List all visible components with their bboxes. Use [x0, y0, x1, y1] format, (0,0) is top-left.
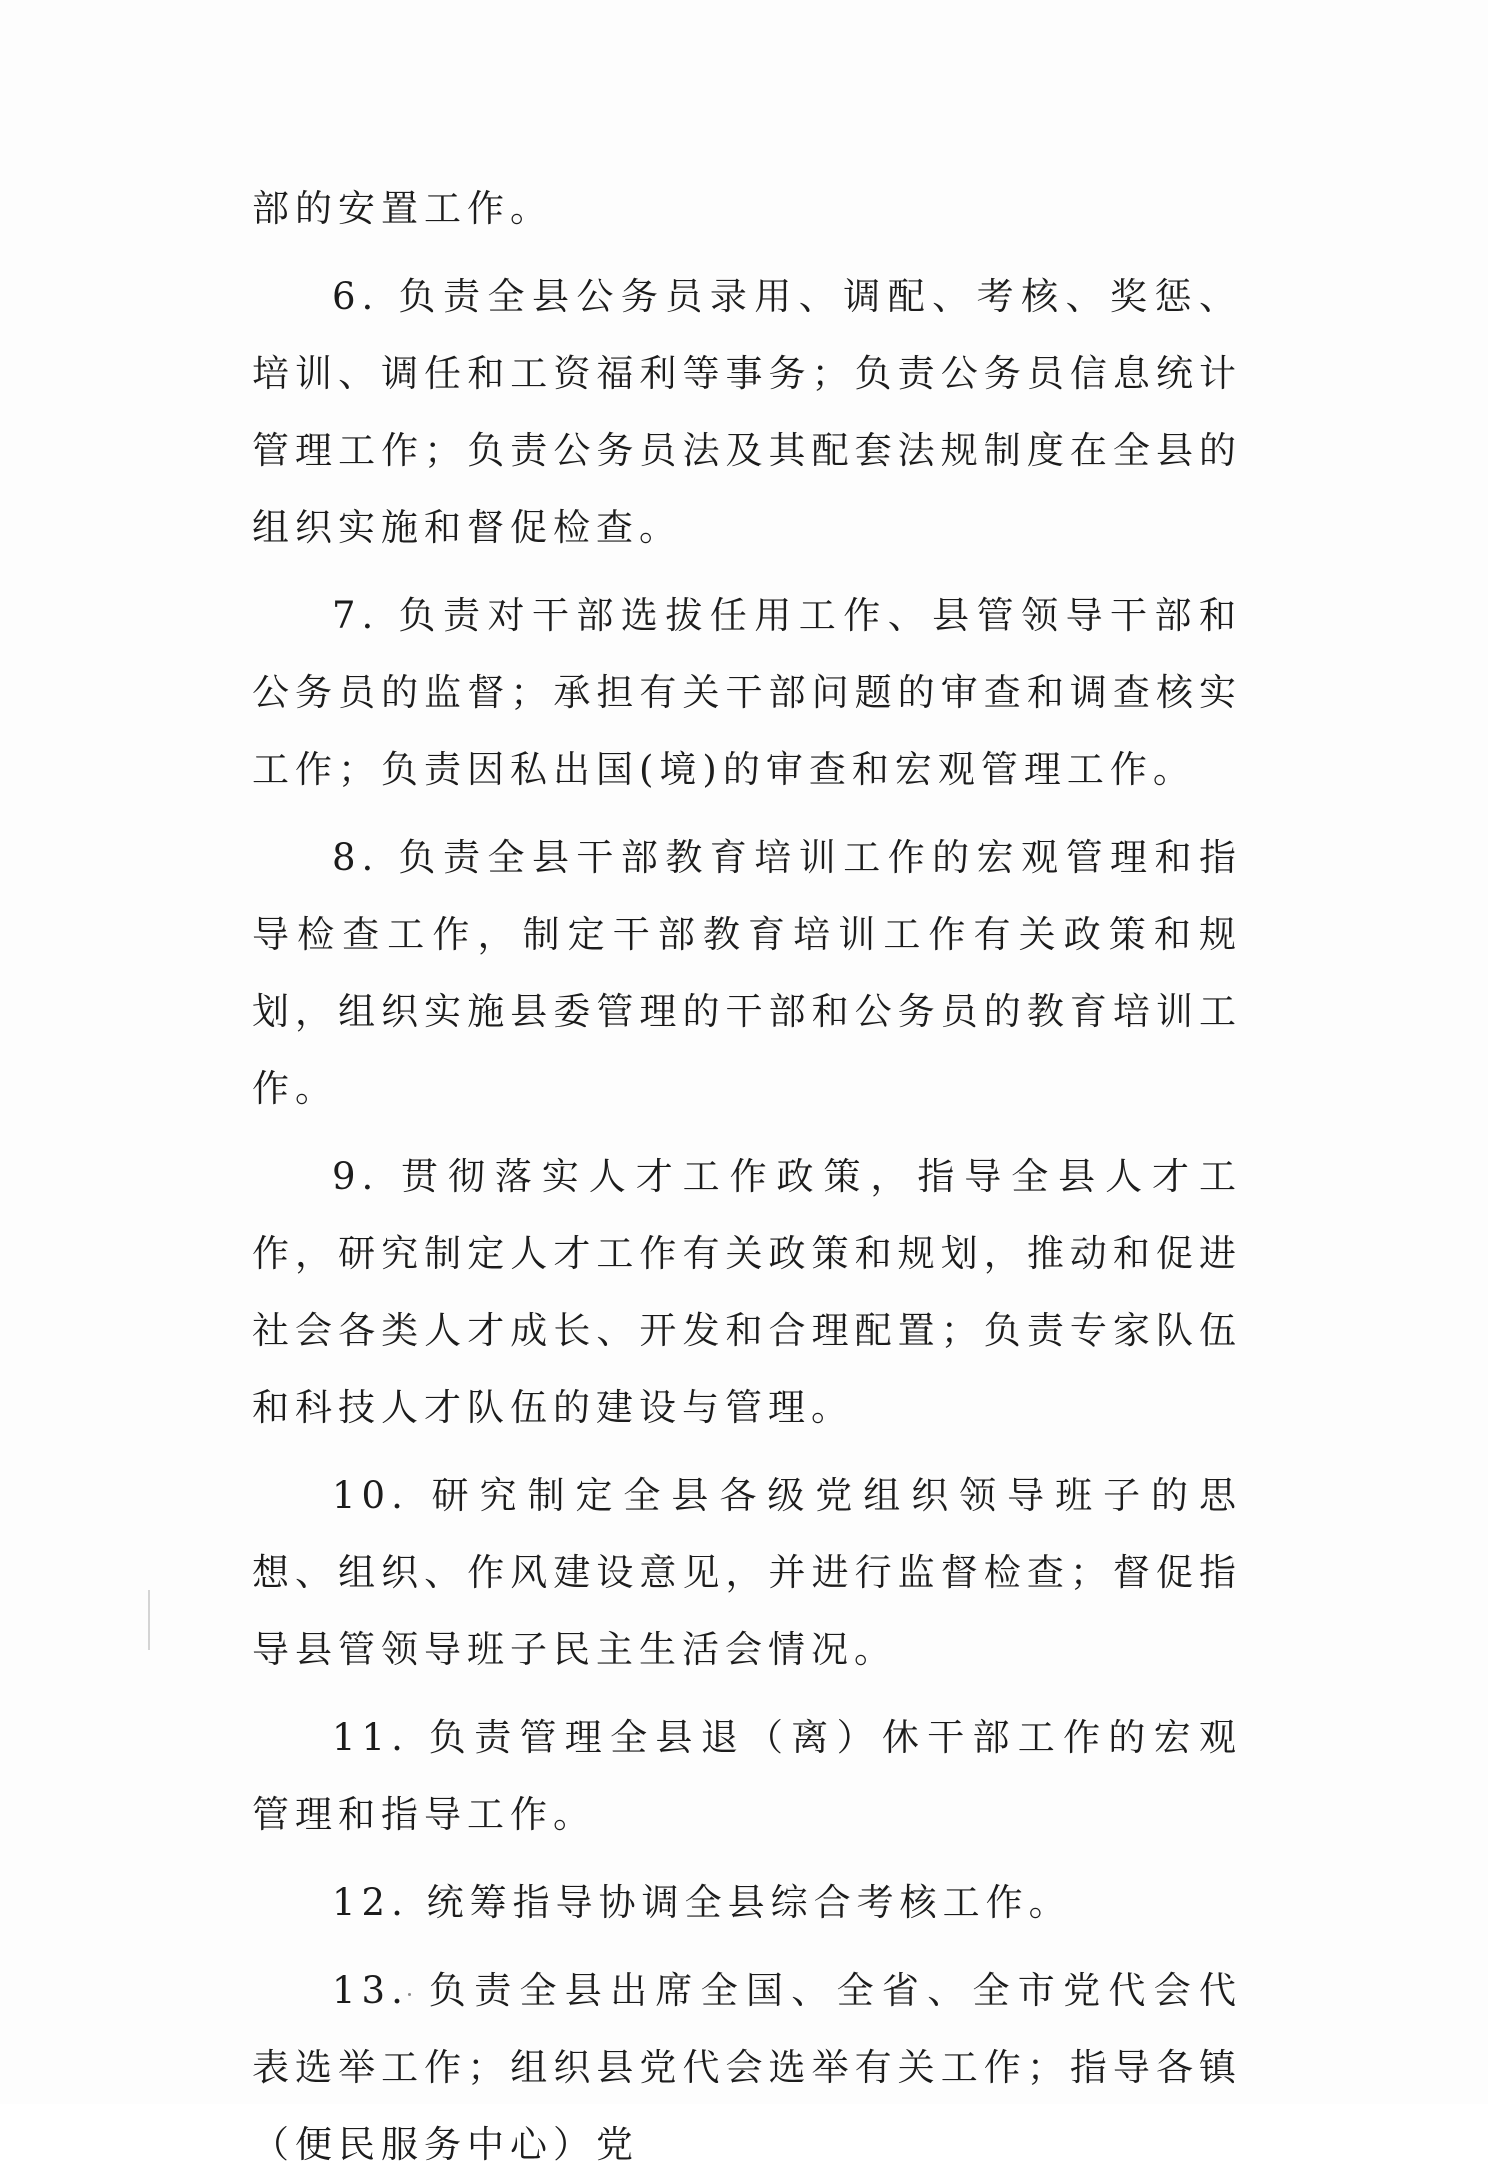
paragraph-item-12: 12. 统筹指导协调全县综合考核工作。	[332, 1881, 1072, 1924]
document-body	[252, 170, 1242, 2183]
scan-edge-mark	[148, 1590, 150, 1650]
paragraph-item-7: 7. 负责对干部选拔任用工作、县管领导干部和公务员的监督；承担有关干部问题的审查和调查核实工作；负责因私出国(境)的审查和宏观管理工作。	[252, 594, 1242, 791]
paragraph-item-8: 8. 负责全县干部教育培训工作的宏观管理和指导检查工作，制定干部教育培训工作有关政策和规划，组织实施县委管理的干部和公务员的教育培训工作。	[252, 836, 1242, 1110]
paragraph-item-13: 13. 负责全县出席全国、全省、全市党代会代表选举工作；组织县党代会选举有关工作；指导各镇（便民服务中心）党	[252, 1969, 1242, 2166]
paragraph-item-6: 6. 负责全县公务员录用、调配、考核、奖惩、培训、调任和工资福利等事务；负责公务员信息统计管理工作；负责公务员法及其配套法规制度在全县的组织实施和督促检查。	[252, 275, 1242, 549]
paragraph-item-9: 9. 贯彻落实人才工作政策，指导全县人才工作，研究制定人才工作有关政策和规划，推动和促进社会各类人才成长、开发和合理配置；负责专家队伍和科技人才队伍的建设与管理。	[252, 1155, 1242, 1429]
paragraph-item-10: 10. 研究制定全县各级党组织领导班子的思想、组织、作风建设意见，并进行监督检查；督促指导县管领导班子民主生活会情况。	[252, 1474, 1242, 1671]
paragraph-item-11: 11. 负责管理全县退（离）休干部工作的宏观管理和指导工作。	[252, 1716, 1242, 1836]
paragraph-continuation: 部的安置工作。	[252, 187, 553, 230]
